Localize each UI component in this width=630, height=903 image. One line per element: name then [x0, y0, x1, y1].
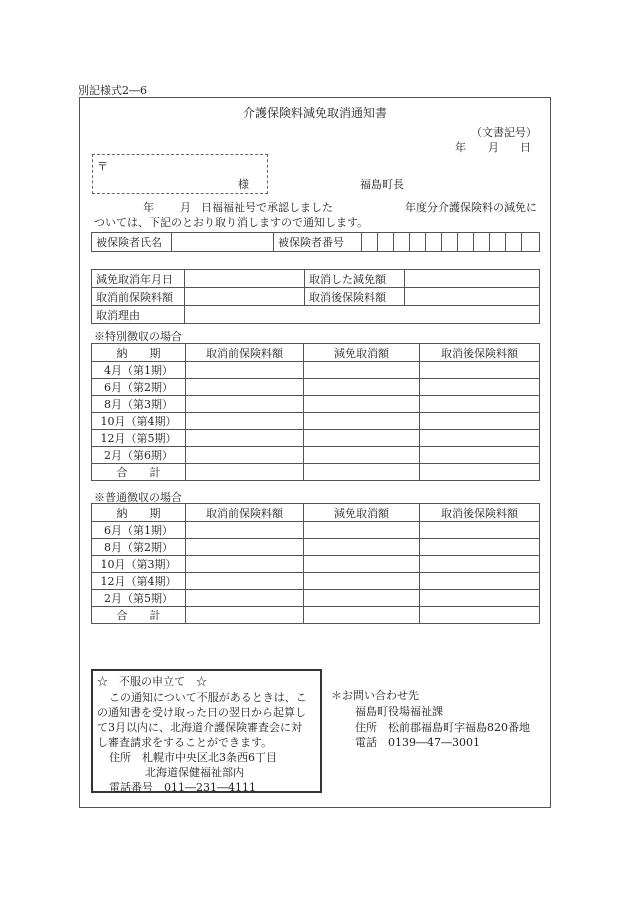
amount-cell[interactable]	[420, 430, 540, 447]
insured-number-digit[interactable]	[394, 233, 410, 252]
column-header-premium-after: 取消後保険料額	[420, 344, 540, 362]
intro-approval-ref: 日福福祉号で承認しました	[201, 201, 333, 214]
amount-cell[interactable]	[420, 362, 540, 379]
amount-cell[interactable]	[420, 590, 540, 607]
insured-number-digit[interactable]	[474, 233, 490, 252]
amount-cell[interactable]	[186, 539, 304, 556]
table-row	[92, 447, 540, 464]
appeal-text-line: この通知について不服があるときは、こ	[109, 691, 307, 704]
table-row	[92, 556, 540, 573]
canceled-amount-field[interactable]	[405, 270, 540, 288]
amount-cell[interactable]	[304, 447, 420, 464]
recipient-suffix: 様	[238, 178, 249, 191]
insured-number-digit[interactable]	[458, 233, 474, 252]
form-number-label: 別記様式2―6	[78, 84, 147, 97]
total-label: 合 計	[92, 607, 186, 624]
total-cell[interactable]	[420, 607, 540, 624]
amount-cell[interactable]	[186, 396, 304, 413]
amount-cell[interactable]	[304, 573, 420, 590]
period-label: 10月（第3期）	[92, 556, 186, 573]
amount-cell[interactable]	[186, 379, 304, 396]
total-cell[interactable]	[186, 464, 304, 481]
insured-name-label: 被保険者氏名	[92, 233, 172, 252]
amount-cell[interactable]	[420, 413, 540, 430]
amount-cell[interactable]	[420, 556, 540, 573]
appeal-office: 北海道保健福祉部内	[145, 766, 244, 779]
appeal-address: 住所 札幌市中央区北3条西6丁目	[109, 751, 277, 764]
column-header-reduction-canceled: 減免取消額	[304, 344, 420, 362]
amount-cell[interactable]	[186, 590, 304, 607]
period-label: 8月（第2期）	[92, 539, 186, 556]
total-cell[interactable]	[186, 607, 304, 624]
total-row	[92, 607, 540, 624]
period-label: 8月（第3期）	[92, 396, 186, 413]
document-number-label: （文書記号）	[471, 126, 537, 139]
date-year: 年	[455, 141, 466, 154]
cancel-reason-label: 取消理由	[92, 306, 185, 324]
date-day: 日	[520, 141, 531, 154]
appeal-title: ☆ 不服の申立て ☆	[97, 675, 207, 688]
document-title: 介護保険料減免取消通知書	[242, 106, 387, 120]
insured-number-digit[interactable]	[442, 233, 458, 252]
amount-cell[interactable]	[186, 573, 304, 590]
amount-cell[interactable]	[186, 430, 304, 447]
period-label: 10月（第4期）	[92, 413, 186, 430]
insured-name-field[interactable]	[172, 233, 274, 252]
cancel-date-field[interactable]	[185, 270, 305, 288]
column-header-premium-before: 取消前保険料額	[186, 344, 304, 362]
amount-cell[interactable]	[186, 362, 304, 379]
contact-heading: ＊お問い合わせ先	[331, 689, 419, 702]
amount-cell[interactable]	[304, 556, 420, 573]
period-label: 12月（第4期）	[92, 573, 186, 590]
ordinary-collection-heading: ※普通徴収の場合	[94, 491, 182, 504]
amount-cell[interactable]	[304, 362, 420, 379]
table-row	[92, 539, 540, 556]
period-label: 6月（第1期）	[92, 522, 186, 539]
amount-cell[interactable]	[304, 430, 420, 447]
insured-number-digit[interactable]	[410, 233, 426, 252]
amount-cell[interactable]	[304, 539, 420, 556]
appeal-text-line: し審査請求をすることができます。	[97, 736, 273, 749]
table-row	[92, 362, 540, 379]
insured-number-label: 被保険者番号	[274, 233, 362, 252]
contact-office: 福島町役場福祉課	[355, 705, 443, 718]
amount-cell[interactable]	[304, 590, 420, 607]
date-month: 月	[488, 141, 499, 154]
amount-cell[interactable]	[304, 413, 420, 430]
intro-month: 月	[180, 201, 191, 214]
intro-line-2: ついては、下記のとおり取り消しますので通知します。	[94, 216, 369, 229]
appeal-phone: 電話番号 011―231―4111	[109, 781, 256, 794]
insured-number-digit[interactable]	[426, 233, 442, 252]
table-row	[92, 379, 540, 396]
amount-cell[interactable]	[420, 379, 540, 396]
period-label: 4月（第1期）	[92, 362, 186, 379]
amount-cell[interactable]	[420, 573, 540, 590]
intro-year: 年	[143, 201, 154, 214]
total-cell[interactable]	[304, 464, 420, 481]
period-label: 2月（第6期）	[92, 447, 186, 464]
period-label: 12月（第5期）	[92, 430, 186, 447]
insured-number-digit[interactable]	[522, 233, 540, 252]
canceled-amount-label: 取消した減免額	[305, 270, 405, 288]
premium-after-label: 取消後保険料額	[305, 288, 405, 306]
column-header-reduction-canceled: 減免取消額	[304, 504, 420, 522]
amount-cell[interactable]	[304, 379, 420, 396]
intro-fiscal-year: 年度分介護保険料の減免に	[405, 201, 537, 214]
total-label: 合 計	[92, 464, 186, 481]
amount-cell[interactable]	[186, 522, 304, 539]
appeal-text-line: の通知書を受け取った日の翌日から起算し	[97, 706, 306, 719]
cancellation-table	[91, 269, 540, 324]
column-header-premium-after: 取消後保険料額	[420, 504, 540, 522]
period-label: 2月（第5期）	[92, 590, 186, 607]
amount-cell[interactable]	[420, 396, 540, 413]
insured-number-digit[interactable]	[490, 233, 506, 252]
table-row	[92, 573, 540, 590]
total-cell[interactable]	[304, 607, 420, 624]
total-row	[92, 464, 540, 481]
premium-before-label: 取消前保険料額	[92, 288, 185, 306]
column-header-premium-before: 取消前保険料額	[186, 504, 304, 522]
amount-cell[interactable]	[186, 447, 304, 464]
appeal-notice-box	[91, 669, 322, 793]
special-collection-table	[91, 343, 540, 481]
cancel-date-label: 減免取消年月日	[92, 270, 185, 288]
insured-number-digit[interactable]	[506, 233, 522, 252]
table-row	[92, 522, 540, 539]
table-row	[92, 430, 540, 447]
table-row	[92, 590, 540, 607]
sender-name: 福島町長	[360, 178, 404, 191]
insured-number-digit[interactable]	[362, 233, 378, 252]
total-cell[interactable]	[420, 464, 540, 481]
premium-before-field[interactable]	[185, 288, 305, 306]
table-row	[92, 396, 540, 413]
cancel-reason-field[interactable]	[185, 306, 540, 324]
insured-number-digit[interactable]	[378, 233, 394, 252]
premium-after-field[interactable]	[405, 288, 540, 306]
amount-cell[interactable]	[304, 522, 420, 539]
amount-cell[interactable]	[186, 413, 304, 430]
column-header-due-period: 納 期	[92, 504, 186, 522]
period-label: 6月（第2期）	[92, 379, 186, 396]
column-header-due-period: 納 期	[92, 344, 186, 362]
special-collection-heading: ※特別徴収の場合	[94, 330, 182, 343]
amount-cell[interactable]	[420, 522, 540, 539]
table-row	[92, 413, 540, 430]
postal-mark: 〒	[97, 160, 108, 173]
amount-cell[interactable]	[420, 539, 540, 556]
appeal-text-line: て3月以内に、北海道介護保険審査会に対	[97, 721, 302, 734]
amount-cell[interactable]	[420, 447, 540, 464]
contact-address: 住所 松前郡福島町字福島820番地	[355, 721, 530, 734]
ordinary-collection-table	[91, 503, 540, 624]
insured-table	[91, 232, 540, 252]
amount-cell[interactable]	[186, 556, 304, 573]
contact-phone: 電話 0139―47―3001	[355, 736, 480, 749]
amount-cell[interactable]	[304, 396, 420, 413]
